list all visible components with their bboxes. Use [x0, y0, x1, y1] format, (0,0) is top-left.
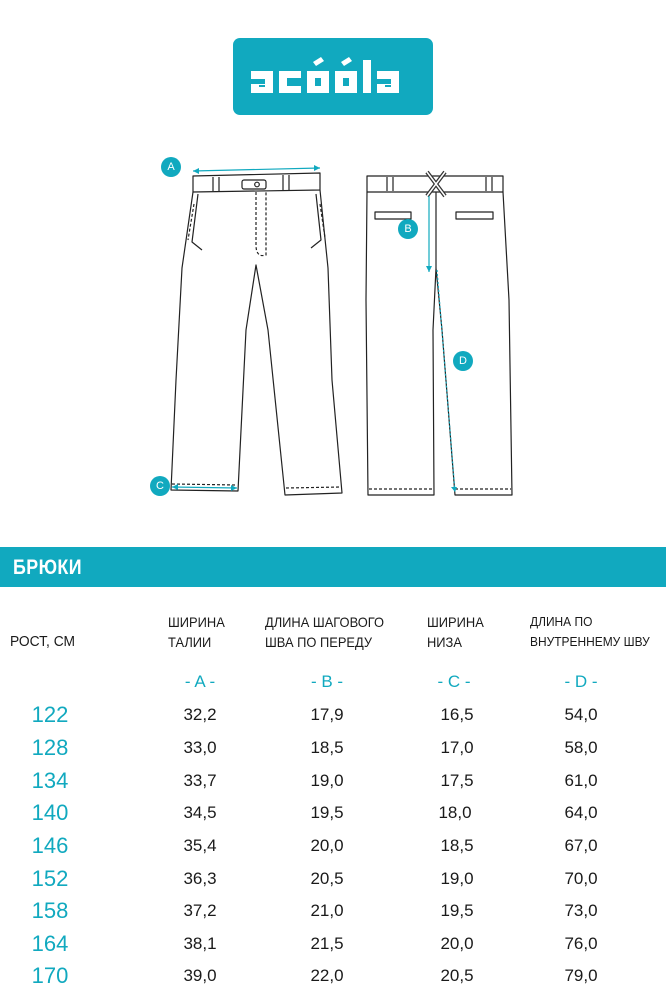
cell-a: 37,2: [183, 901, 217, 920]
brand-logo: [233, 38, 433, 115]
section-banner: [0, 547, 666, 587]
cell-c: 20,0: [440, 934, 474, 953]
cell-b: 22,0: [310, 966, 344, 985]
height-column-header: РОСТ, СМ: [10, 633, 76, 650]
marker-a: A: [161, 157, 181, 177]
cell-c: 19,0: [440, 869, 474, 888]
height-cell: 164: [31, 931, 69, 956]
height-cell: 128: [31, 735, 69, 760]
column-header-a: ШИРИНА ТАЛИИ: [168, 614, 225, 650]
table-row: [0, 768, 666, 800]
cell-d: 76,0: [564, 934, 598, 953]
cell-a: 35,4: [183, 836, 217, 855]
height-cell: 146: [31, 833, 69, 858]
marker-b: B: [398, 219, 418, 239]
front-view: [171, 173, 342, 495]
column-header-b: ДЛИНА ШАГОВОГО ШВА ПО ПЕРЕДУ: [265, 614, 385, 650]
cell-c: 18,0: [438, 803, 472, 822]
cell-d: 61,0: [564, 771, 598, 790]
cell-b: 18,5: [310, 738, 344, 757]
cell-c: 20,5: [440, 966, 474, 985]
section-title: БРЮКИ: [13, 556, 82, 579]
cell-a: 38,1: [183, 934, 217, 953]
cell-c: 17,0: [440, 738, 474, 757]
cell-b: 19,5: [310, 803, 344, 822]
trousers-diagram: [0, 140, 666, 510]
cell-b: 20,5: [310, 869, 344, 888]
cell-a: 39,0: [183, 966, 217, 985]
table-row: [0, 833, 666, 865]
cell-b: 17,9: [310, 705, 344, 724]
table-row: [0, 931, 666, 963]
logo-wordmark: [233, 38, 433, 115]
height-cell: 170: [31, 963, 69, 988]
cell-b: 19,0: [310, 771, 344, 790]
cell-d: 79,0: [564, 966, 598, 985]
column-header-c: ШИРИНА НИЗА: [427, 614, 484, 650]
cell-b: 21,5: [310, 934, 344, 953]
height-cell: 140: [31, 800, 69, 825]
column-code-c: - C -: [437, 672, 471, 691]
cell-a: 32,2: [183, 705, 217, 724]
cell-a: 33,0: [183, 738, 217, 757]
cell-d: 64,0: [564, 803, 598, 822]
cell-c: 19,5: [440, 901, 474, 920]
cell-d: 58,0: [564, 738, 598, 757]
table-row: [0, 702, 666, 734]
column-header-d: ДЛИНА ПО ВНУТРЕННЕМУ ШВУ: [530, 614, 650, 649]
cell-d: 70,0: [564, 869, 598, 888]
column-code-b: - B -: [310, 672, 344, 691]
table-row: [0, 963, 666, 995]
back-view: [366, 172, 512, 495]
table-row: [0, 800, 666, 832]
marker-d: D: [453, 351, 473, 371]
cell-d: 67,0: [564, 836, 598, 855]
table-row: [0, 898, 666, 930]
height-cell: 134: [31, 768, 69, 793]
cell-c: 17,5: [440, 771, 474, 790]
cell-c: 16,5: [440, 705, 474, 724]
height-cell: 158: [31, 898, 69, 923]
height-cell: 122: [31, 702, 69, 727]
cell-a: 36,3: [183, 869, 217, 888]
cell-a: 33,7: [183, 771, 217, 790]
column-code-a: - A -: [184, 672, 216, 691]
cell-d: 73,0: [564, 901, 598, 920]
cell-b: 20,0: [310, 836, 344, 855]
cell-c: 18,5: [440, 836, 474, 855]
height-cell: 152: [31, 866, 69, 891]
cell-a: 34,5: [183, 803, 217, 822]
table-row: [0, 735, 666, 767]
column-code-d: - D -: [564, 672, 598, 691]
marker-c: C: [150, 476, 170, 496]
table-row: [0, 866, 666, 898]
cell-b: 21,0: [310, 901, 344, 920]
cell-d: 54,0: [564, 705, 598, 724]
